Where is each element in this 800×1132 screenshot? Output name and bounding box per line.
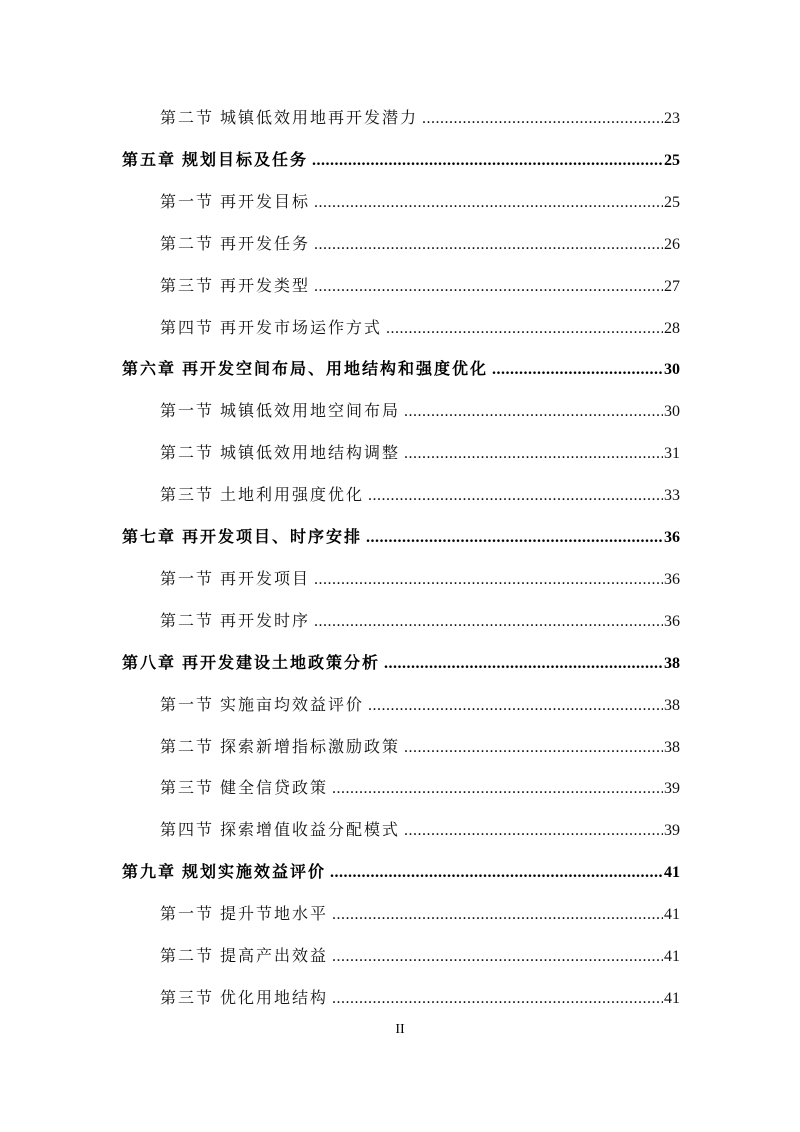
toc-entry-page: 23 — [664, 110, 680, 127]
dot-leader — [314, 275, 663, 299]
toc-entry-page: 31 — [664, 445, 680, 462]
toc-entry-title: 提升节地水平 — [220, 906, 329, 923]
toc-section-entry[interactable] — [160, 736, 680, 760]
dot-leader — [404, 819, 663, 843]
dot-leader — [384, 652, 663, 676]
toc-entry-number: 第七章 — [122, 529, 177, 546]
page-number: II — [395, 1022, 405, 1037]
dot-leader — [366, 526, 663, 550]
dot-leader — [330, 861, 663, 885]
toc-entry-page: 25 — [664, 194, 680, 211]
toc-entry-page: 41 — [664, 990, 680, 1007]
toc-entry-page: 38 — [664, 739, 680, 756]
toc-section-entry[interactable] — [160, 945, 680, 969]
toc-entry-number: 第三节 — [160, 990, 215, 1007]
toc-section-entry[interactable] — [160, 317, 680, 341]
toc-entry-number: 第三节 — [160, 278, 215, 295]
toc-entry-title: 探索新增指标激励政策 — [220, 739, 401, 756]
toc-section-entry[interactable] — [160, 400, 680, 424]
toc-entry-title: 城镇低效用地结构调整 — [220, 445, 401, 462]
dot-leader — [332, 777, 663, 801]
toc-entry-page: 41 — [664, 864, 680, 881]
dot-leader — [314, 568, 663, 592]
toc-section-entry[interactable] — [160, 484, 680, 508]
toc-entry-number: 第九章 — [122, 864, 177, 881]
toc-entry-page: 39 — [664, 780, 680, 797]
toc-entry-number: 第八章 — [122, 655, 177, 672]
toc-section-entry[interactable] — [160, 191, 680, 215]
toc-entry-title: 探索增值收益分配模式 — [220, 822, 401, 839]
toc-entry-title: 再开发目标 — [220, 194, 311, 211]
toc-entry-title: 再开发任务 — [220, 236, 311, 253]
toc-entry-page: 41 — [664, 948, 680, 965]
toc-entry-page: 26 — [664, 236, 680, 253]
toc-entry-page: 30 — [664, 403, 680, 420]
dot-leader — [368, 484, 663, 508]
toc-entry-number: 第三节 — [160, 780, 215, 797]
toc-entry-number: 第三节 — [160, 487, 215, 504]
toc-entry-page: 38 — [664, 655, 680, 672]
toc-section-entry[interactable] — [160, 610, 680, 634]
dot-leader — [312, 149, 663, 173]
toc-entry-title: 土地利用强度优化 — [220, 487, 365, 504]
toc-section-entry[interactable] — [160, 777, 680, 801]
toc-section-entry[interactable] — [160, 568, 680, 592]
toc-section-entry[interactable] — [160, 903, 680, 927]
toc-entry-page: 38 — [664, 697, 680, 714]
dot-leader — [332, 945, 663, 969]
toc-chapter-entry[interactable] — [122, 358, 680, 382]
toc-entry-number: 第一节 — [160, 194, 215, 211]
dot-leader — [404, 736, 663, 760]
toc-entry-page: 41 — [664, 906, 680, 923]
toc-entry-title: 再开发市场运作方式 — [220, 320, 383, 337]
toc-entry-number: 第二节 — [160, 739, 215, 756]
toc-entry-number: 第二节 — [160, 948, 215, 965]
toc-entry-page: 36 — [664, 613, 680, 630]
toc-entry-page: 39 — [664, 822, 680, 839]
toc-entry-number: 第六章 — [122, 361, 177, 378]
toc-section-entry[interactable] — [160, 694, 680, 718]
toc-entry-number: 第五章 — [122, 152, 177, 169]
toc-chapter-entry[interactable] — [122, 652, 680, 676]
toc-entry-page: 28 — [664, 320, 680, 337]
toc-entry-number: 第一节 — [160, 697, 215, 714]
toc-entry-title: 健全信贷政策 — [220, 780, 329, 797]
toc-entry-title: 再开发建设土地政策分析 — [182, 655, 381, 672]
toc-entry-number: 第二节 — [160, 445, 215, 462]
toc-entry-number: 第四节 — [160, 320, 215, 337]
toc-chapter-entry[interactable] — [122, 861, 680, 885]
toc-entry-title: 再开发时序 — [220, 613, 311, 630]
toc-entry-number: 第一节 — [160, 571, 215, 588]
toc-entry-title: 规划实施效益评价 — [182, 864, 327, 881]
toc-entry-title: 城镇低效用地空间布局 — [220, 403, 401, 420]
dot-leader — [314, 610, 663, 634]
toc-section-entry[interactable] — [160, 275, 680, 299]
toc-chapter-entry[interactable] — [122, 149, 680, 173]
dot-leader — [492, 358, 663, 382]
toc-entry-page: 25 — [664, 152, 680, 169]
toc-entry-title: 再开发类型 — [220, 278, 311, 295]
toc-section-entry[interactable] — [160, 819, 680, 843]
toc-entry-title: 实施亩均效益评价 — [220, 697, 365, 714]
toc-entry-number: 第四节 — [160, 822, 215, 839]
toc-entry-page: 30 — [664, 361, 680, 378]
dot-leader — [314, 191, 663, 215]
toc-entry-title: 规划目标及任务 — [182, 152, 309, 169]
toc-chapter-entry[interactable] — [122, 526, 680, 550]
toc-entry-page: 36 — [664, 571, 680, 588]
toc-entry-page: 36 — [664, 529, 680, 546]
toc-entry-title: 城镇低效用地再开发潜力 — [220, 110, 419, 127]
toc-entry-number: 第一节 — [160, 403, 215, 420]
toc-entry-number: 第二节 — [160, 613, 215, 630]
toc-entry-title: 提高产出效益 — [220, 948, 329, 965]
toc-entry-number: 第二节 — [160, 236, 215, 253]
toc-entry-number: 第一节 — [160, 906, 215, 923]
dot-leader — [332, 987, 663, 1011]
toc-entry-page: 27 — [664, 278, 680, 295]
dot-leader — [314, 233, 663, 257]
dot-leader — [368, 694, 663, 718]
dot-leader — [404, 400, 663, 424]
toc-entry-number: 第二节 — [160, 110, 215, 127]
dot-leader — [422, 107, 663, 131]
toc-entry-title: 再开发项目、时序安排 — [182, 529, 363, 546]
toc-section-entry[interactable] — [160, 987, 680, 1011]
toc-entry-title: 再开发项目 — [220, 571, 311, 588]
dot-leader — [386, 317, 663, 341]
dot-leader — [332, 903, 663, 927]
toc-entry-title: 再开发空间布局、用地结构和强度优化 — [182, 361, 489, 378]
dot-leader — [404, 442, 663, 466]
toc-entry-title: 优化用地结构 — [220, 990, 329, 1007]
toc-entry-page: 33 — [664, 487, 680, 504]
toc-section-entry[interactable] — [160, 442, 680, 466]
toc-section-entry[interactable] — [160, 233, 680, 257]
toc-section-entry[interactable] — [160, 107, 680, 131]
